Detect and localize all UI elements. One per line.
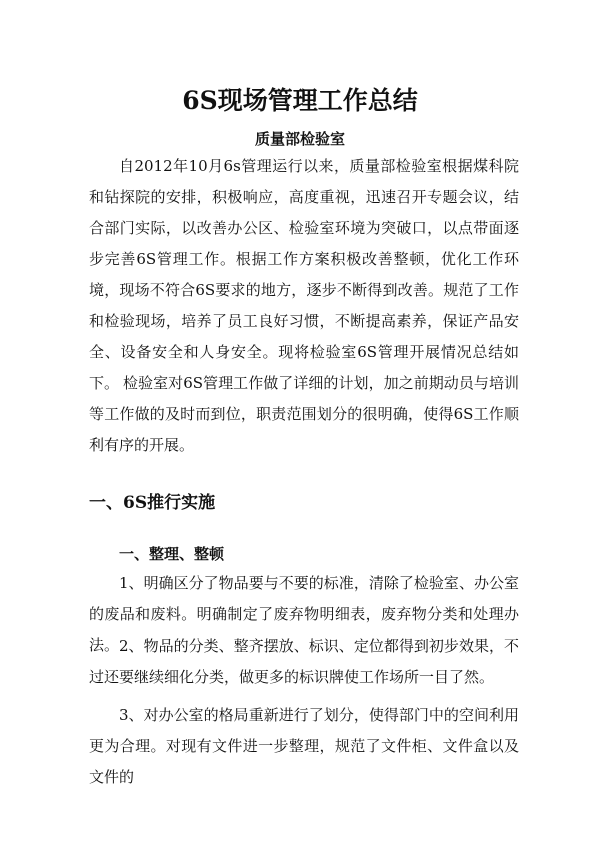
plan-paragraph: 检验室对6S管理工作做了详细的计划，加之前期动员与培训等工作做的及时而到位，职责范围划分的很明确，使得6S工作顺利有序的开展。 xyxy=(89,374,519,454)
list-item: 3、对办公室的格局重新进行了划分，使得部门中的空间利用更为合理。对现有文件进一步整理，规范了文件柜、文件盒以及文件的 xyxy=(89,706,519,786)
subsection-heading: 一、整理、整顿 xyxy=(119,545,225,563)
intro-paragraph: 自2012年10月6s管理运行以来，质量部检验室根据煤科院和钻探院的安排，积极响应，高度重视，迅速召开专题会议，结合部门实际，以改善办公区、检验室环境为突破口，以点带面逐步完善6S管理工作。根据工作方案积极改善整顿，优化工作环境，现场不符合6S要求的地方，逐步不断得到改善。规范了工作和检验现场，培养了员工良好习惯，不断提高素养，保证产品安全、设备安全和人身安全。现将检验室6S管理开展情况总结如下。 xyxy=(89,157,519,392)
document-title: 6S现场管理工作总结 xyxy=(182,86,418,115)
section-heading: 一、6S推行实施 xyxy=(89,493,216,513)
list-item: 1、明确区分了物品要与不要的标准，清除了检验室、办公室的废品和废料。明确制定了废弃物明细表，废弃物分类和处理办法。 xyxy=(89,574,519,654)
list-item: 2、物品的分类、整齐摆放、标识、定位都得到初步效果，不过还要继续细化分类，做更多的标识牌使工作场所一目了然。 xyxy=(89,637,519,686)
document-subtitle: 质量部检验室 xyxy=(254,130,345,148)
